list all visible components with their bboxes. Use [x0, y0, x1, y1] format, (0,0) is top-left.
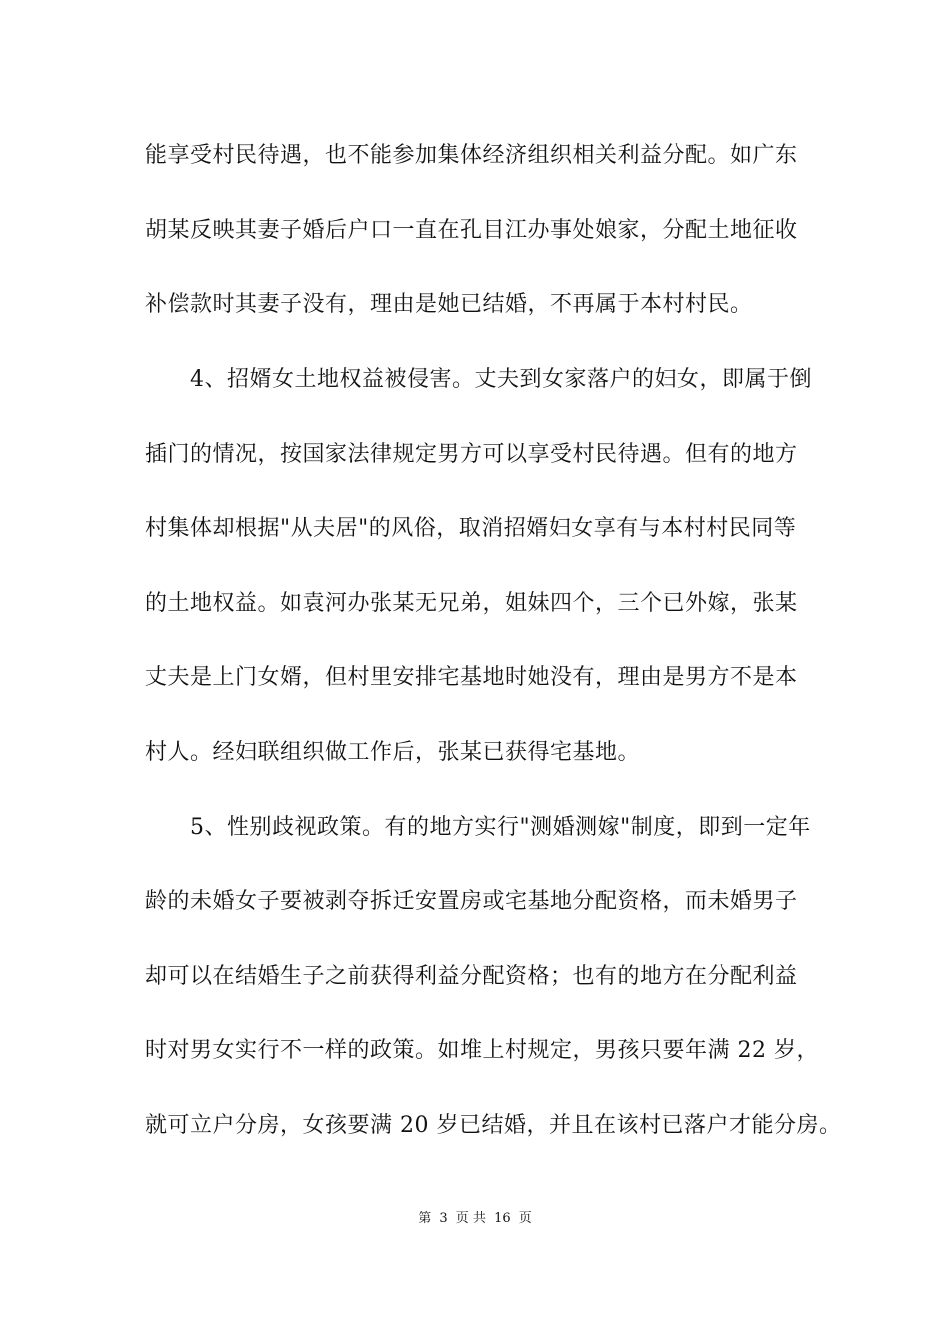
current-page-number: 3	[439, 1211, 448, 1226]
total-pages-number: 16	[494, 1211, 511, 1226]
footer-middle: 页 共	[455, 1211, 486, 1226]
paragraph-line: 胡某反映其妻子婚后户口一直在孔目江办事处娘家，分配土地征收	[145, 218, 798, 243]
paragraph-line: 4、招婿女土地权益被侵害。丈夫到女家落户的妇女，即属于倒	[190, 367, 812, 392]
paragraph-line: 却可以在结婚生子之前获得利益分配资格；也有的地方在分配利益	[145, 964, 798, 989]
paragraph-line: 龄的未婚女子要被剥夺拆迁安置房或宅基地分配资格，而未婚男子	[145, 889, 798, 914]
page-footer	[0, 1209, 950, 1229]
paragraph-line: 村集体却根据"从夫居"的风俗，取消招婿妇女享有与本村村民同等	[145, 516, 797, 541]
paragraph-line: 插门的情况，按国家法律规定男方可以享受村民待遇。但有的地方	[145, 442, 798, 467]
paragraph-line: 时对男女实行不一样的政策。如堆上村规定，男孩只要年满 22 岁，	[145, 1038, 819, 1063]
paragraph-line: 5、性别歧视政策。有的地方实行"测婚测嫁"制度，即到一定年	[190, 815, 811, 840]
paragraph-line: 补偿款时其妻子没有，理由是她已结婚，不再属于本村村民。	[145, 292, 753, 317]
paragraph-line: 村人。经妇联组织做工作后，张某已获得宅基地。	[145, 740, 641, 765]
paragraph-line: 的土地权益。如袁河办张某无兄弟，姐妹四个，三个已外嫁，张某	[145, 591, 798, 616]
footer-prefix: 第	[418, 1211, 432, 1226]
paragraph-line: 丈夫是上门女婿，但村里安排宅基地时她没有，理由是男方不是本	[145, 665, 798, 690]
footer-suffix: 页	[518, 1211, 532, 1226]
paragraph-line: 就可立户分房，女孩要满 20 岁已结婚，并且在该村已落户才能分房。	[145, 1113, 842, 1138]
paragraph-line: 能享受村民待遇，也不能参加集体经济组织相关利益分配。如广东	[145, 143, 798, 168]
